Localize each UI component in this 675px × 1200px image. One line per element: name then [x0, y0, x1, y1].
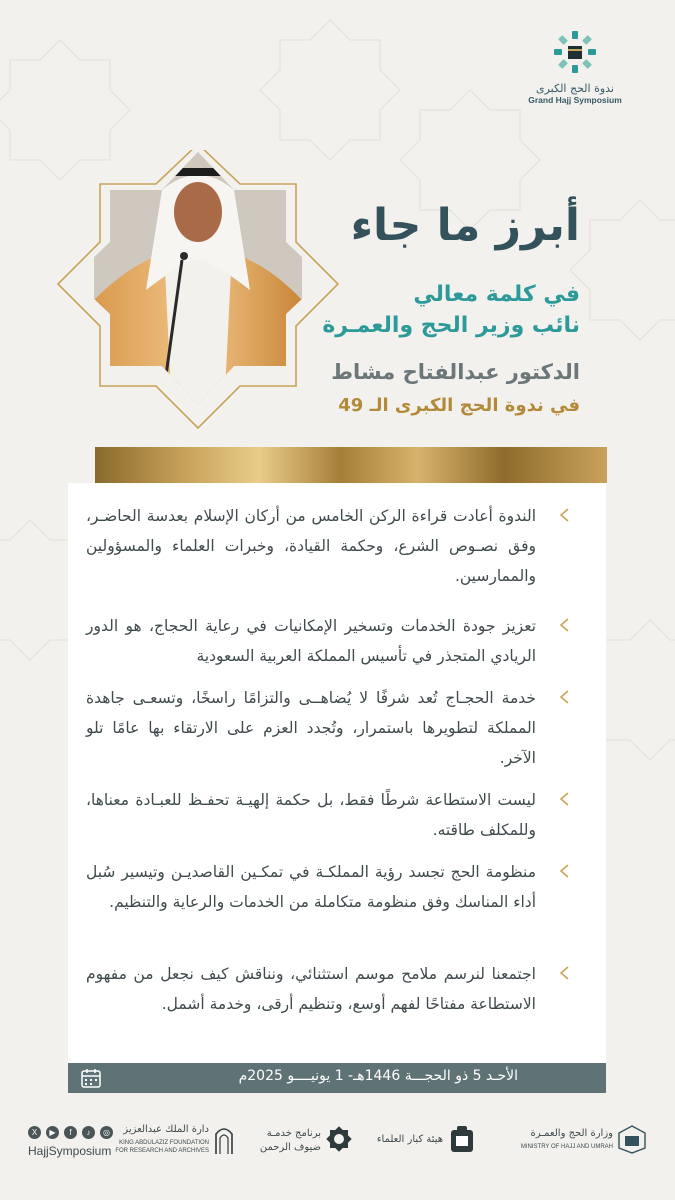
gold-divider-band	[95, 447, 607, 483]
partner-label-en: MINISTRY OF HAJJ AND UMRAH	[520, 1144, 613, 1150]
chevron-left-icon	[558, 617, 570, 633]
partner-label-ar: هيئة كبار العلماء	[376, 1134, 443, 1145]
darah-emblem-icon	[213, 1122, 235, 1156]
program-emblem-icon	[325, 1125, 353, 1153]
chevron-left-icon	[558, 791, 570, 807]
footer	[0, 1110, 675, 1200]
partner-label-ar-line-2: ضيوف الرحمن	[259, 1142, 321, 1153]
instagram-icon[interactable]: ◎	[100, 1126, 113, 1139]
subheading-line-2: نائب وزير الحج والعمـرة	[322, 313, 580, 338]
chevron-left-icon	[558, 863, 570, 879]
highlight-text: الندوة أعادت قراءة الركن الخامس من أركان الإسلام بعدسة الحاضـر، وفق نصـوص الشرع، وحكمة القيادة، وخبرات العلماء والمسؤولين والممارسين.	[86, 507, 536, 585]
symposium-logo	[515, 30, 635, 120]
headline: أبرز ما جاء	[350, 200, 580, 251]
chevron-left-icon	[558, 507, 570, 523]
calendar-icon	[80, 1067, 102, 1089]
partner-label-ar: برنامج خدمـة	[266, 1128, 321, 1139]
highlight-text: اجتمعنا لنرسم ملامح موسم استثنائي، ونناقش كيف نجعل من مفهوم الاستطاعة مفتاحًا لفهم أوسع، وتنظيم أرقى، وخدمة أشمل.	[86, 965, 536, 1013]
partner-label-en: KING ABDULAZIZ FOUNDATION	[119, 1140, 209, 1146]
speaker-portrait	[54, 150, 342, 462]
speaker-name: الدكتور عبدالفتاح مشاط	[331, 360, 580, 384]
logo-emblem-icon	[547, 30, 603, 80]
partner-label-ar: وزارة الحج والعمـرة	[530, 1128, 613, 1139]
highlight-text: تعزيز جودة الخدمات وتسخير الإمكانيات في رعاية الحجاج، هو الدور الريادي المتجذر في تأسيس المملكة العربية السعودية	[86, 617, 536, 665]
youtube-icon[interactable]: ▶	[46, 1126, 59, 1139]
social-links	[28, 1126, 128, 1158]
partner-senior-scholars	[365, 1120, 475, 1180]
partner-doyof-alrahman	[248, 1120, 353, 1180]
highlights-card	[68, 483, 606, 1063]
partner-label-ar: دارة الملك عبدالعزيز	[123, 1124, 209, 1135]
scholars-emblem-icon	[449, 1124, 475, 1154]
subheading-line-1: في كلمة معالي	[413, 282, 580, 307]
partner-label-en-line-2: FOR RESEARCH AND ARCHIVES	[115, 1148, 209, 1154]
partner-ministry-hajj	[497, 1120, 647, 1180]
kaaba-icon	[617, 1124, 647, 1154]
event-name: في ندوة الحج الكبرى الـ 49	[338, 395, 580, 416]
x-icon[interactable]: X	[28, 1126, 41, 1139]
chevron-left-icon	[558, 689, 570, 705]
logo-arabic-name: ندوة الحج الكبرى	[536, 82, 614, 95]
tiktok-icon[interactable]: ♪	[82, 1126, 95, 1139]
partner-darah	[115, 1120, 235, 1180]
date-text: الأحـد 5 ذو الحجـــة 1446هـ- 1 يونيــــو 2025م	[238, 1068, 518, 1084]
chevron-left-icon	[558, 965, 570, 981]
logo-english-name: Grand Hajj Symposium	[528, 95, 622, 105]
highlight-text: منظومة الحج تجسد رؤية المملكـة في تمكـين القاصديـن وتيسير سُبل أداء المناسك وفق منظومة متكاملة من الخدمات والرعاية والتنظيم.	[86, 863, 536, 911]
highlight-text: خدمة الحجـاج تُعد شرفًا لا يُضاهــى والتزامًا راسخًا، وتسعـى جاهدة المملكة لتطويرها باستمرار، وتُجدد العزم على الارتقاء بها عامًا تلو الآخر.	[86, 689, 536, 767]
date-bar	[68, 1063, 606, 1093]
facebook-icon[interactable]: f	[64, 1126, 77, 1139]
social-handle[interactable]: HajjSymposium	[28, 1144, 112, 1158]
highlight-text: ليست الاستطاعة شرطًا فقط، بل حكمة إلهيـة تحفـظ للعبـادة معناها، وللمكلف طاقته.	[86, 791, 536, 839]
